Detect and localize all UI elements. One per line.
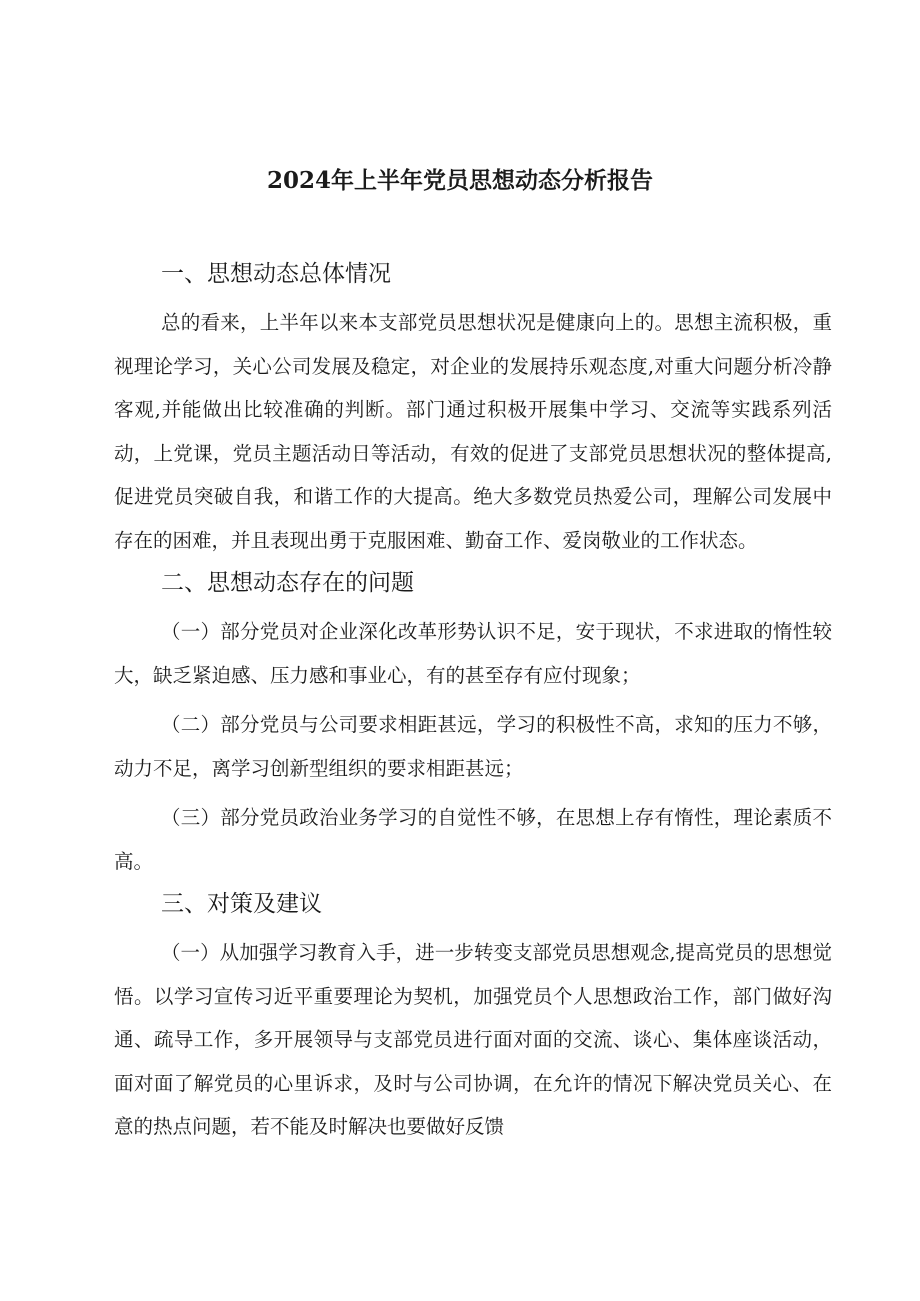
- paragraph: （一）从加强学习教育入手，进一步转变支部党员思想观念,提高党员的思想觉悟。以学习宣传习近平重要理论为契机，加强党员个人思想政治工作，部门做好沟通、疏导工作，多开展领导与支部党员进行面对面的交流、谈心、集体座谈活动，面对面了解党员的心里诉求，及时与公司协调，在允许的情况下解决党员关心、在意的热点问题，若不能及时解决也要做好反馈: [114, 941, 832, 1138]
- section-problems: [114, 566, 832, 883]
- section-countermeasures: [114, 887, 832, 1149]
- paragraph: （一）部分党员对企业深化改革形势认识不足，安于现状，不求进取的惰性较大，缺乏紧迫感、压力感和事业心，有的甚至存有应付现象；: [114, 620, 832, 687]
- section-heading-problems: 二、思想动态存在的问题: [161, 570, 414, 596]
- document-title: 2024年上半年党员思想动态分析报告: [266, 167, 653, 194]
- paragraph: 总的看来，上半年以来本支部党员思想状况是健康向上的。思想主流积极，重视理论学习，关心公司发展及稳定，对企业的发展持乐观态度,对重大问题分析冷静客观,并能做出比较准确的判断。部门通过积极开展集中学习、交流等实践系列活动，上党课，党员主题活动日等活动，有效的促进了支部党员思想状况的整体提高,促进党员突破自我，和谐工作的大提高。绝大多数党员热爱公司，理解公司发展中存在的困难，并且表现出勇于克服困难、勤奋工作、爱岗敬业的工作状态。: [114, 311, 832, 552]
- section-heading-countermeasures: 三、对策及建议: [161, 891, 322, 917]
- document-body: [114, 257, 832, 1153]
- paragraph: （三）部分党员政治业务学习的自觉性不够，在思想上存有惰性，理论素质不高。: [114, 806, 832, 873]
- paragraph: （二）部分党员与公司要求相距甚远，学习的积极性不高，求知的压力不够，动力不足，离学习创新型组织的要求相距甚远；: [114, 713, 832, 780]
- section-overview: [114, 257, 832, 562]
- section-heading-overview: 一、思想动态总体情况: [161, 261, 391, 287]
